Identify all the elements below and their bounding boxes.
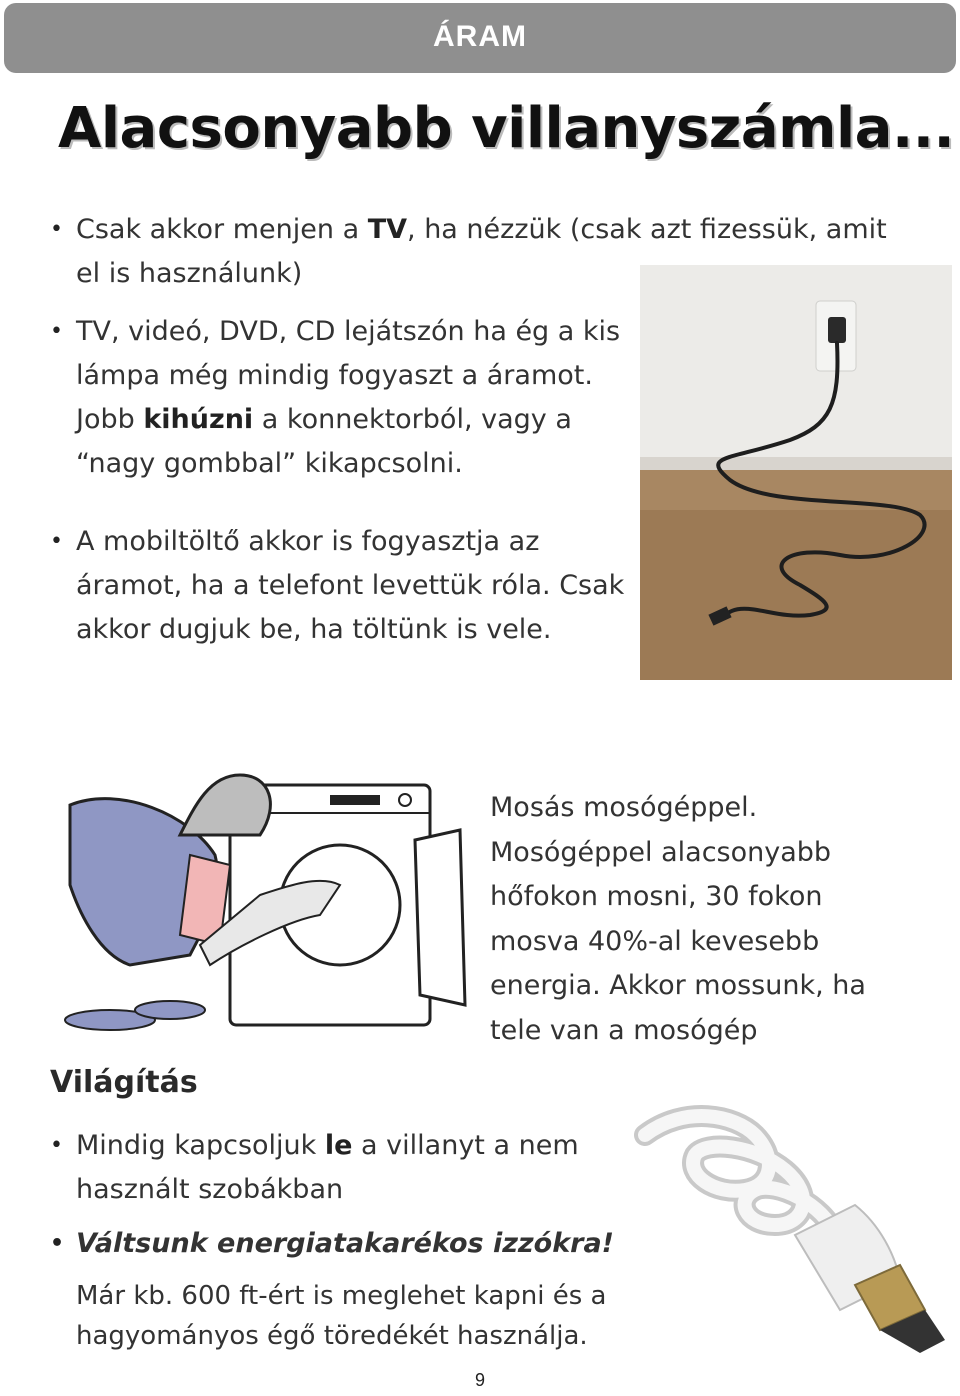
tip-charger: • A mobiltöltő akkor is fogyasztja az áramot, ha a telefont levettük róla. Csak akkor dugjuk be, ha töltünk is vele. (48, 520, 626, 652)
lighting-heading: Világítás (50, 1065, 198, 1100)
tip-standby: • TV, videó, DVD, CD lejátszón ha ég a kis lámpa még mindig fogyaszt a áramot. Jobb kihúzni a konnektorból, vagy a “nagy gombbal” kikapcsolni. (48, 310, 636, 486)
bulb-cost-note: Már kb. 600 ft-ért is meglehet kapni és a hagyományos égő töredékét használja. (76, 1281, 607, 1351)
tip-energy-saving-bulbs: • Váltsunk energiatakarékos izzókra! (48, 1222, 676, 1266)
lighting-list (48, 1124, 676, 1266)
cfl-bulb-illustration (625, 1095, 955, 1355)
section-header-bar (4, 3, 956, 73)
tip-switch-off: • Mindig kapcsoljuk le a villanyt a nem használt szobákban (48, 1124, 676, 1212)
page-number: 9 (474, 1370, 485, 1390)
washing-machine-illustration (40, 745, 480, 1035)
unplugged-charger-photo (640, 265, 952, 680)
laundry-tip: Mosás mosógéppel. Mosógéppel alacsonyabb hőfokon mosni, 30 fokon mosva 40%-al kevesebb energia. Akkor mossunk, ha tele van a mosógép (490, 792, 866, 1046)
tip-tv: • Csak akkor menjen a TV, ha nézzük (csak azt fizessük, amit el is használunk) (48, 208, 916, 296)
page-title: Alacsonyabb villanyszámla... (58, 96, 955, 161)
section-label: ÁRAM (433, 20, 527, 53)
